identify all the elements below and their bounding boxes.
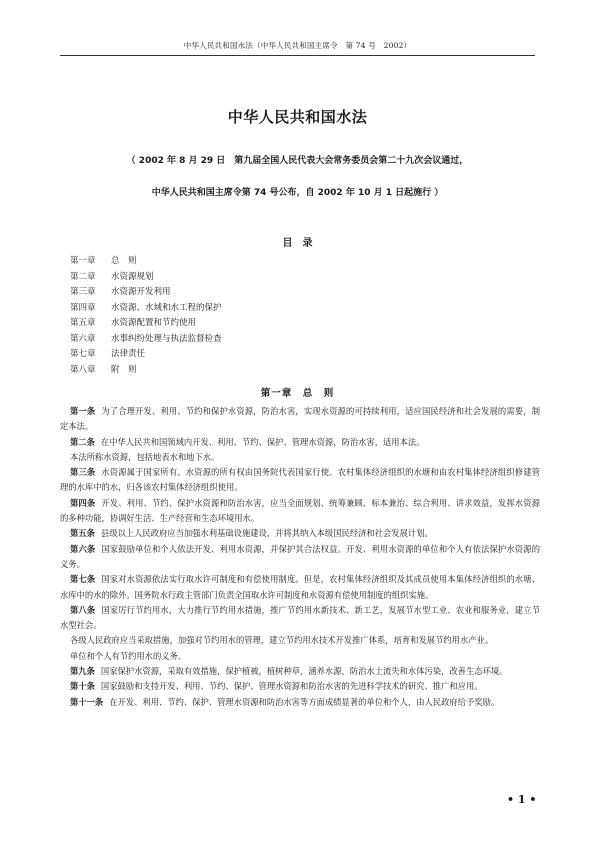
toc-item: [70, 254, 222, 270]
article-paragraph: [60, 695, 540, 710]
toc-chapter-title: 水资源配置和节约使用: [111, 318, 197, 328]
article-number: 第九条: [70, 666, 95, 677]
article-paragraph: [60, 526, 540, 541]
article-text: 在中华人民共和国领域内开发、利用、节约、保护、管理水资源，防治水害，适用本法。: [100, 436, 425, 447]
page-title: 中华人民共和国水法: [227, 108, 368, 126]
toc-item: [70, 301, 222, 317]
article-text: 国家厉行节约用水，大力推行节约用水措施，推广节约用水新技术、新工艺，发展节水型工业、农业和服务业，建立节水型社会。: [60, 604, 540, 631]
article-number: 第二条: [70, 436, 95, 447]
toc-chapter-number: 第二章: [70, 271, 96, 282]
article-text: 国家鼓励和支持开发、利用、节约、保护、管理水资源和防治水害的先进科学技术的研究、推广和应用。: [100, 681, 483, 692]
article-paragraph: [60, 404, 540, 435]
article-text: 开发、利用、节约、保护水资源和防治水害，应当全面规划、统筹兼顾、标本兼治、综合利用、讲求效益，发挥水资源的多种功能，协调好生活、生产经营和生态环境用水。: [60, 497, 540, 524]
article-text: 国家对水资源依法实行取水许可制度和有偿使用制度。但是，农村集体经济组织及其成员使用本集体经济组织的水塘、水库中的水的除外。国务院水行政主管部门负责全国取水许可制度和水资源有偿使用制度的组织实施。: [60, 574, 540, 600]
article-text: 各级人民政府应当采取措施，加强对节约用水的管理，建立节约用水技术开发推广体系，培育和发展节约用水产业。: [70, 635, 494, 646]
article-text: 水资源属于国家所有。水资源的所有权由国务院代表国家行使。农村集体经济组织的水塘和由农村集体经济组织修建管理的水库中的水，归各该农村集体经济组织使用。: [60, 467, 540, 493]
toc-chapter-title: 水资源开发利用: [111, 287, 171, 297]
article-paragraph: [60, 603, 540, 634]
toc-chapter-number: 第四章: [70, 302, 96, 313]
toc-item: [70, 332, 222, 348]
toc-chapter-title: 水事纠纷处理与执法监督检查: [111, 333, 222, 344]
chapter-heading: 第一章 总 则: [260, 388, 335, 399]
article-number: 第一条: [70, 406, 96, 416]
article-paragraph: [60, 496, 540, 527]
article-text: 为了合理开发、利用、节约和保护水资源，防治水害，实现水资源的可持续利用，适应国民经济和社会发展的需要，制定本法。: [60, 406, 540, 432]
toc-chapter-number: 第八章: [70, 364, 96, 375]
article-text: 国家鼓励单位和个人依法开发、利用水资源，并保护其合法权益。开发、利用水资源的单位和个人有依法保护水资源的义务。: [60, 543, 540, 569]
adoption-note-line-1: （ 2002 年 8 月 29 日 第九届全国人民代表大会常务委员会第二十九次会议通过，: [126, 156, 469, 166]
toc-chapter-title: 法律责任: [111, 349, 146, 359]
toc-chapter-number: 第一章: [70, 256, 96, 266]
toc-item: [70, 285, 222, 301]
article-paragraph: [60, 633, 540, 648]
article-text: 单位和个人有节约用水的义务。: [70, 650, 187, 661]
article-text: 县级以上人民政府应当加强水利基础设施建设，并将其纳入本级国民经济和社会发展计划。: [100, 528, 433, 539]
toc-item: [70, 316, 222, 332]
article-paragraph: [60, 572, 540, 603]
article-number: 第八条: [70, 604, 96, 615]
toc-chapter-title: 水资源、水域和水工程的保护: [111, 302, 222, 313]
article-number: 第十条: [70, 681, 95, 692]
article-number: 第六条: [70, 543, 96, 554]
toc-item: [70, 270, 222, 286]
article-number: 第十一条: [70, 696, 104, 707]
toc-chapter-number: 第七章: [70, 349, 96, 359]
toc-chapter-title: 水资源规划: [111, 271, 154, 282]
article-paragraph: [60, 664, 540, 679]
article-number: 第三条: [70, 467, 96, 478]
article-body: [60, 404, 540, 710]
article-number: 第四条: [70, 497, 96, 508]
article-paragraph: [60, 649, 540, 664]
article-paragraph: [60, 450, 540, 465]
toc-heading: 目录: [282, 238, 323, 249]
toc-item: [70, 347, 222, 363]
article-text: 在开发、利用、节约、保护、管理水资源和防治水害等方面成绩显著的单位和个人，由人民政府给予奖励。: [109, 696, 500, 707]
article-text: 国家保护水资源，采取有效措施，保护植被，植树种草，涵养水源，防治水土流失和水体污染，改善生态环境。: [100, 666, 508, 677]
table-of-contents: [70, 254, 222, 378]
toc-chapter-number: 第五章: [70, 318, 96, 328]
toc-chapter-title: 附 则: [111, 364, 137, 375]
article-number: 第七条: [70, 574, 96, 585]
running-header: 中华人民共和国水法（中华人民共和国主席令 第 74 号 2002）: [60, 40, 535, 56]
page-number: • 1 •: [507, 793, 537, 806]
toc-chapter-title: 总 则: [111, 256, 137, 266]
article-paragraph: [60, 465, 540, 496]
article-paragraph: [60, 542, 540, 573]
article-paragraph: [60, 435, 540, 450]
article-text: 本法所称水资源，包括地表水和地下水。: [70, 451, 220, 462]
toc-chapter-number: 第三章: [70, 287, 96, 297]
toc-item: [70, 363, 222, 379]
toc-chapter-number: 第六章: [70, 333, 96, 344]
adoption-note-line-2: 中华人民共和国主席令第 74 号公布，自 2002 年 10 月 1 日起施行 ）: [151, 188, 444, 198]
article-number: 第五条: [70, 528, 95, 539]
article-paragraph: [60, 679, 540, 694]
